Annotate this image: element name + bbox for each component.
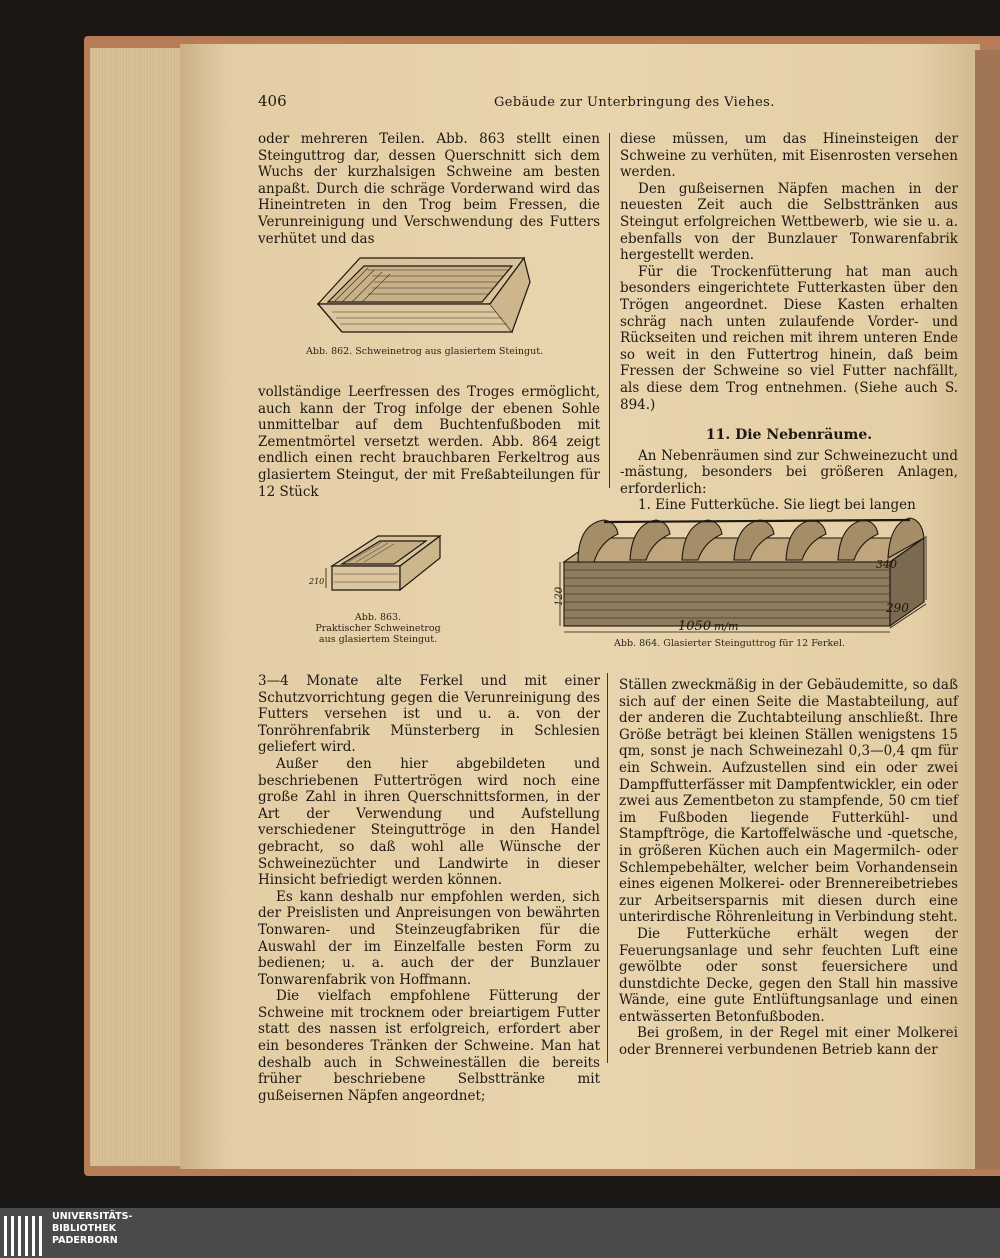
figure-864-length-dimension: 1050	[678, 619, 712, 634]
paragraph: Ställen zweckmäßig in der Gebäudemitte, so daß sich auf der einen Seite die Mastabteilung, auf der anderen die Zuchtabteilung anschließt. Ihre Größe beträgt bei kleinen Ställen wenigstens 15 qm, sonst je nach Schweinezahl 0,3—0,4 qm für ein Schwein. Aufzustellen sind ein oder zwei Dampffutterfässer mit Dampfentwickler, ein oder zwei aus Zementbeton zu stampfende, 50 cm tief im Fußboden liegende Futterkühl- und Stampftröge, die Kartoffelwäsche und -quetsche, in größeren Küchen auch ein Magermilch- oder Schlempebehälter, welcher beim Vorhandensein eines eigenen Molkerei- oder Brennereibetriebes zur Arbeitsersparnis mit diesen durch eine unterirdische Röhrenleitung in Verbindung steht.	[619, 677, 958, 926]
paragraph: vollständige Leerfressen des Troges ermöglicht, auch kann der Trog infolge der ebenen Sohle unmittelbar auf dem Buchtenfußboden mit Zementmörtel versetzt werden. Abb. 864 zeigt endlich einen recht brauchbaren Ferkeltrog aus glasiertem Steingut, der mit Freßabteilungen für 12 Stück	[258, 384, 600, 500]
library-name	[52, 1211, 132, 1247]
paragraph: Bei großem, in der Regel mit einer Molkerei oder Brennerei verbundenen Betrieb kann der	[619, 1025, 958, 1059]
figure-864-width-dimension: 290	[886, 601, 909, 615]
figure-862-caption: Abb. 862. Schweinetrog aus glasiertem Steingut.	[306, 346, 544, 357]
left-column-bottom	[258, 673, 600, 1104]
library-name-line: BIBLIOTHEK	[52, 1223, 116, 1234]
paragraph: 3—4 Monate alte Ferkel und mit einer Schutzvorrichtung gegen die Verunreinigung des Futters versehen ist und u. a. von der Tonröhrenfabrik Münsterberg in Schlesien geliefert wird.	[258, 673, 600, 756]
section-heading: 11. Die Nebenräume.	[705, 427, 873, 444]
paragraph: Den gußeisernen Näpfen machen in der neuesten Zeit auch die Selbsttränken aus Steingut erfolgreichen Wettbewerb, wie sie u. a. ebenfalls von der Bunzlauer Tonwarenfabrik hergestellt werden.	[620, 180, 958, 264]
library-footer	[0, 1208, 1000, 1258]
figure-864-length-unit: m/m	[714, 620, 739, 633]
paragraph: diese müssen, um das Hineinsteigen der Schweine zu verhüten, mit Eisenrosten versehen werden.	[620, 131, 958, 181]
library-name-line: PADERBORN	[52, 1235, 118, 1246]
page-number: 406	[258, 92, 287, 110]
left-column-top	[258, 131, 600, 247]
caption-line: Abb. 863.	[354, 612, 402, 623]
next-page-edge	[975, 50, 1000, 1170]
right-column-top	[620, 131, 958, 514]
paragraph: Außer den hier abgebildeten und beschriebenen Futtertrögen wird noch eine große Zahl in ihren Querschnittsformen, in der Art der Verwendung und Aufstellung verschiedener Steinguttröge in den Handel gebracht, so daß wohl alle Wünsche der Schweinezüchter und Landwirte in dieser Hinsicht befriedigt werden können.	[258, 755, 600, 889]
paragraph: Es kann deshalb nur empfohlen werden, sich der Preislisten und Anpreisungen von bewährten Tonwaren- und Steinzeugfabriken für die Auswahl der im Einzelfalle besten Form zu bedienen; u. a. auch der der Bunzlauer Tonwarenfabrik von Hoffmann.	[258, 888, 600, 988]
figure-863-trough	[308, 528, 444, 598]
library-logo-icon	[2, 1212, 46, 1256]
caption-line: aus glasiertem Steingut.	[318, 634, 438, 645]
column-divider	[609, 133, 610, 488]
column-divider-bottom	[607, 673, 608, 1063]
figure-863-dimension: 210	[309, 577, 325, 586]
paragraph: Für die Trockenfütterung hat man auch besonders eingerichtete Futterkasten über den Trögen angeordnet. Diese Kasten erhalten schräg nach unten zulaufende Vorder- und Rückseiten und reichen mit ihrem unteren Ende so weit in den Futtertrog hinein, daß beim Fressen der Schweine so viel Futter nachfällt, als diese dem Trog entnehmen. (Siehe auch S. 894.)	[620, 263, 958, 413]
paragraph: 1. Eine Futterküche. Sie liegt bei langen	[638, 497, 916, 514]
figure-864-caption: Abb. 864. Glasierter Steinguttrog für 12 Ferkel.	[614, 638, 845, 649]
left-column-mid	[258, 384, 600, 500]
figure-862-trough	[312, 252, 538, 344]
paragraph: oder mehreren Teilen. Abb. 863 stellt einen Steinguttrog dar, dessen Querschnitt sich dem Wuchs der kurzhalsigen Schweine am besten anpaßt. Durch die schräge Vorderwand wird das Hineintreten in den Trog beim Fressen, die Verunreinigung und Verschwendung des Futters verhütet und das	[258, 131, 600, 247]
figure-864-trough	[554, 510, 940, 640]
library-name-line: UNIVERSITÄTS-	[52, 1211, 133, 1222]
paragraph: Die Futterküche erhält wegen der Feuerungsanlage und sehr feuchten Luft eine gewölbte oder sonst feuersichere und dunstdichte Decke, gegen den Stall hin massive Wände, eine gute Entlüftungsanlage und einen entwässerten Betonfußboden.	[619, 925, 958, 1025]
paragraph: Die vielfach empfohlene Fütterung der Schweine mit trocknem oder breiartigem Futter statt des nassen ist erfolgreich, erfordert aber ein besonderes Tränken der Schweine. Man hat deshalb auch in Schweineställen die bereits früher beschriebene Selbsttränke mit gußeisernen Näpfen angeordnet;	[258, 988, 600, 1104]
figure-864-top-dimension: 340	[876, 558, 897, 571]
running-title: Gebäude zur Unterbringung des Viehes.	[494, 95, 775, 110]
paragraph: An Nebenräumen sind zur Schweinezucht und -mästung, besonders bei größeren Anlagen, erforderlich:	[620, 447, 958, 497]
figure-863-caption	[310, 612, 446, 645]
figure-864-height-dimension: 120	[554, 586, 565, 606]
caption-line: Praktischer Schweinetrog	[315, 623, 441, 634]
right-column-bottom	[619, 677, 958, 1059]
